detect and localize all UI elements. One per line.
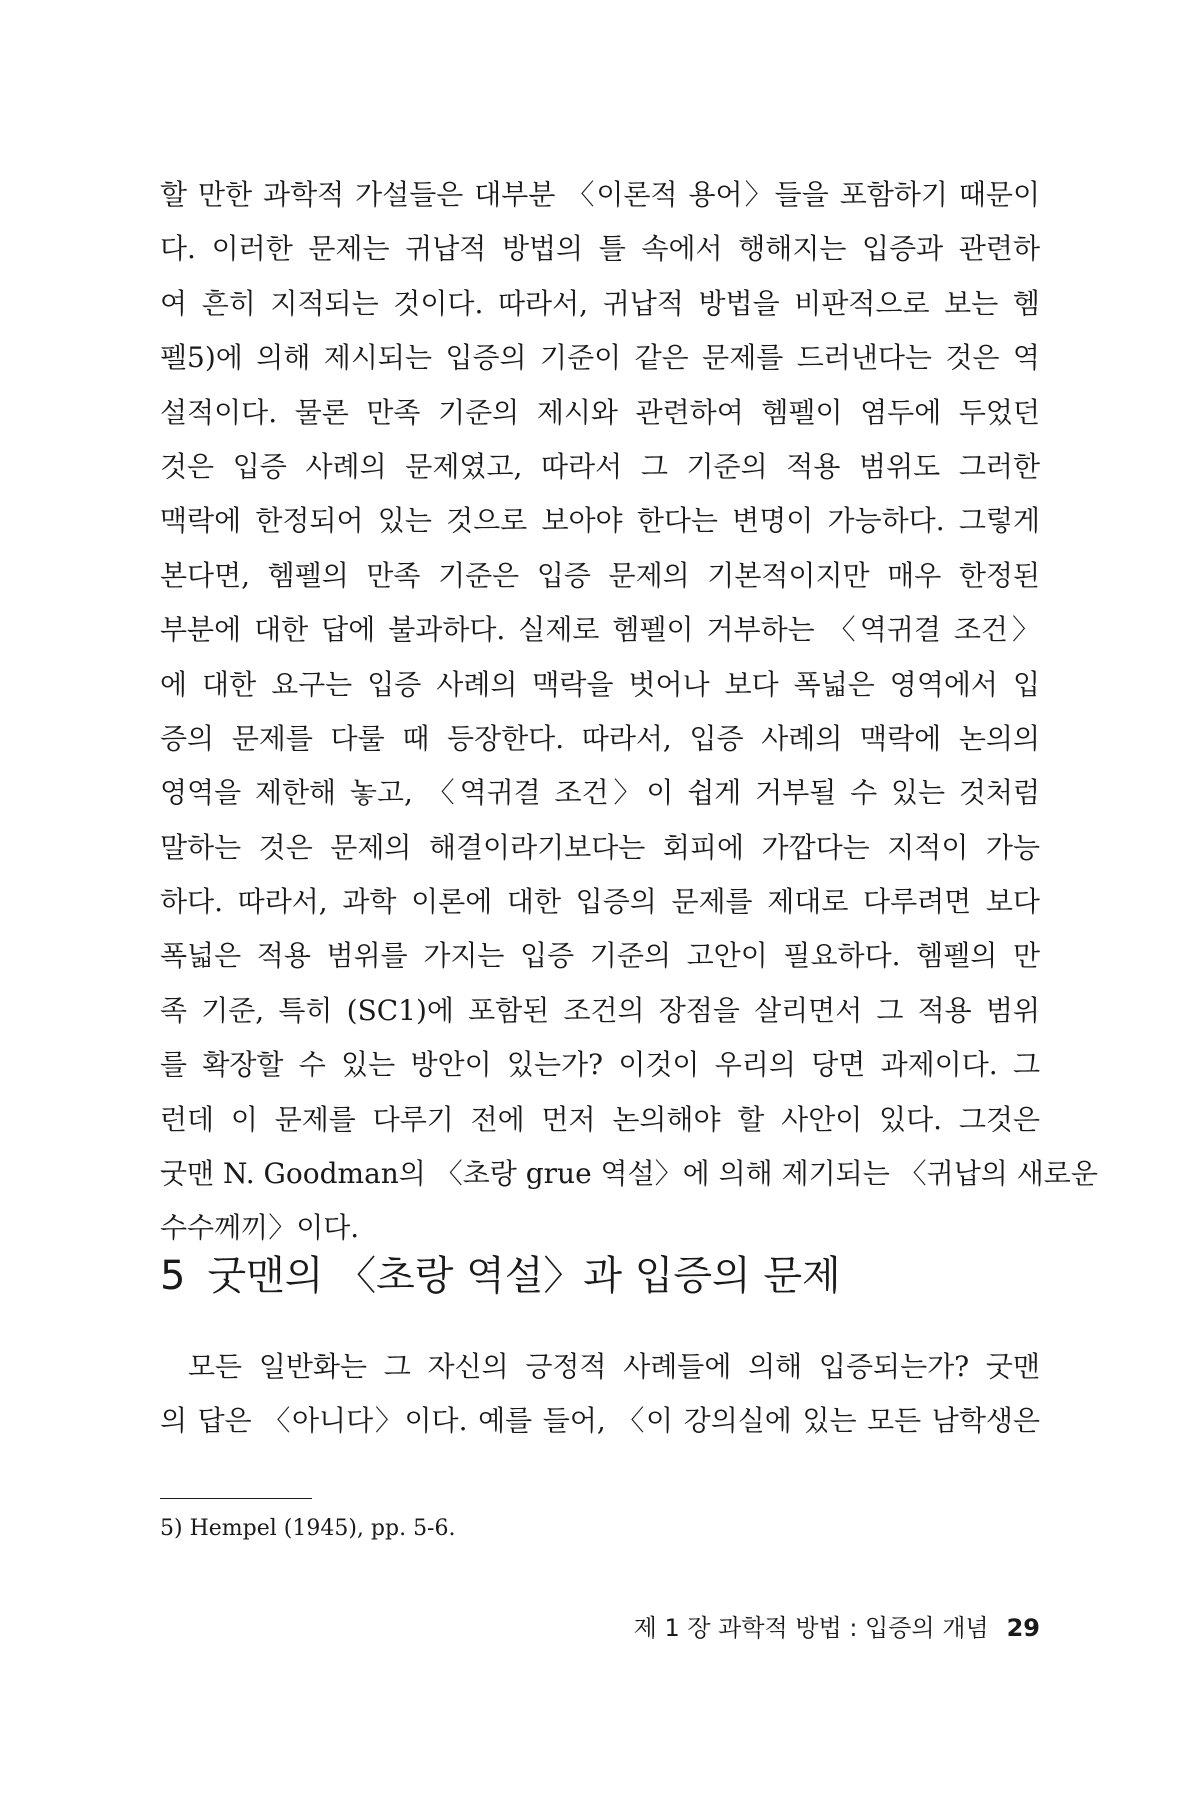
text-line: 말하는 것은 문제의 해결이라기보다는 회피에 가깝다는 지적이 가능 [160,830,1040,864]
text-line: 펠5)에 의해 제시되는 입증의 기준이 같은 문제를 드러낸다는 것은 역 [160,341,1040,375]
text-line: 맥락에 한정되어 있는 것으로 보아야 한다는 변명이 가능하다. 그렇게 [160,504,1040,538]
section-paragraph [160,1340,1040,1449]
text-line: 모든 일반화는 그 자신의 긍정적 사례들에 의해 입증되는가? 굿맨 [188,1350,1040,1383]
text-line: 를 확장할 수 있는 방안이 있는가? 이것이 우리의 당면 과제이다. 그 [160,1048,1040,1082]
text-line: 족 기준, 특히 (SC1)에 포함된 조건의 장점을 살리면서 그 적용 범위 [160,993,1040,1027]
running-footer-chapter: 제 1 장 과학적 방법 : 입증의 개념 [633,1614,989,1642]
body-paragraph [160,168,1098,1256]
section-heading [160,1248,841,1304]
section-number: 5 [160,1253,186,1299]
text-line: 설적이다. 물론 만족 기준의 제시와 관련하여 헴펠이 염두에 두었던 [160,395,1040,429]
text-line: 하다. 따라서, 과학 이론에 대한 입증의 문제를 제대로 다루려면 보다 [160,885,1040,919]
text-line: 증의 문제를 다룰 때 등장한다. 따라서, 입증 사례의 맥락에 논의의 [160,721,1040,755]
text-line: 굿맨 N. Goodman의 〈초랑 grue 역설〉에 의해 제기되는 〈귀납의 새로운 [160,1157,1098,1191]
text-line: 할 만한 과학적 가설들은 대부분 〈이론적 용어〉들을 포함하기 때문이 [160,178,1040,211]
page-number: 29 [1006,1614,1040,1642]
text-line: 수수께끼〉이다. [160,1211,360,1245]
text-line: 영역을 제한해 놓고, 〈역귀결 조건〉이 쉽게 거부될 수 있는 것처럼 [160,776,1040,810]
text-line: 것은 입증 사례의 문제였고, 따라서 그 기준의 적용 범위도 그러한 [160,449,1040,483]
text-line: 에 대한 요구는 입증 사례의 맥락을 벗어나 보다 폭넓은 영역에서 입 [160,667,1040,701]
footnote-divider [160,1498,312,1499]
text-line: 의 답은 〈아니다〉이다. 예를 들어, 〈이 강의실에 있는 모든 남학생은 [160,1404,1040,1438]
text-line: 런데 이 문제를 다루기 전에 먼저 논의해야 할 사안이 있다. 그것은 [160,1102,1040,1136]
text-line: 다. 이러한 문제는 귀납적 방법의 틀 속에서 행해지는 입증과 관련하 [160,232,1040,266]
text-line: 부분에 대한 답에 불과하다. 실제로 헴펠이 거부하는 〈역귀결 조건〉 [160,613,1040,647]
page-footer [634,1610,1040,1646]
text-line: 폭넓은 적용 범위를 가지는 입증 기준의 고안이 필요하다. 헴펠의 만 [160,939,1040,973]
section-title: 굿맨의 〈초랑 역설〉과 입증의 문제 [207,1253,841,1299]
footnote: 5) Hempel (1945), pp. 5-6. [160,1516,456,1541]
text-line: 여 흔히 지적되는 것이다. 따라서, 귀납적 방법을 비판적으로 보는 헴 [160,286,1040,320]
text-line: 본다면, 헴펠의 만족 기준은 입증 문제의 기본적이지만 매우 한정된 [160,558,1040,592]
